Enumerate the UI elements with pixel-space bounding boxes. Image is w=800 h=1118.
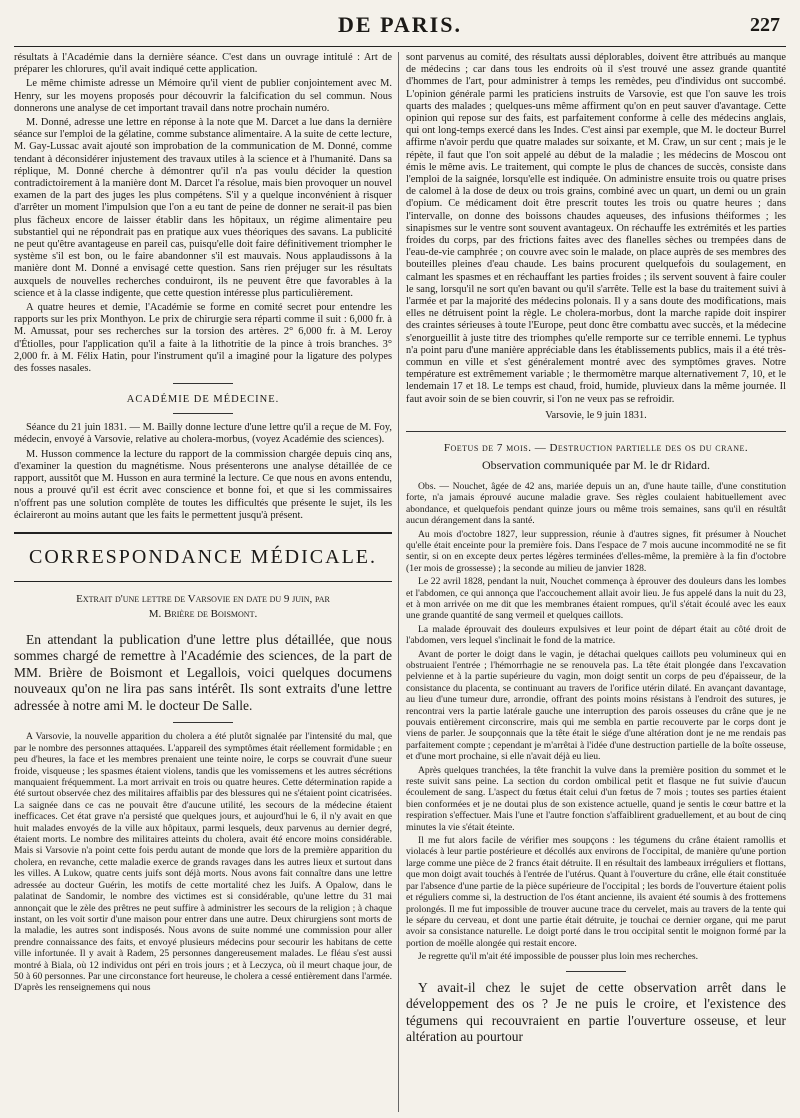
paragraph: M. Husson commence la lecture du rapport de la commission chargée depuis cinq ans, d'examiner la question du magnétisme. Nous présenterons une analyse détaillée de ce rapport, aussitôt que M. Husson en aura terminé la lecture. Ce que nous en avons entendu, nous a prouvé qu'il est écrit avec conscience et bonne foi, et que si les commissaires n'offrent pas une solution complète de toutes les difficultés que présente le sujet, ils les éclaireront au moins autant que les faits le permettent jusqu'à présent. <box>14 448 392 521</box>
subtitle-author: M. Brière de Boismont. <box>148 607 258 620</box>
section-title: CORRESPONDANCE MÉDICALE. <box>28 545 378 568</box>
paragraph: sont parvenus au comité, des résultats aussi déplorables, doivent être attribués au manque de médecins ; car dans tous les endroits où il s'est trouvé une assez grande quantité d'hommes de l'art, pour administrer à temps les remèdes, peu d'individus ont succombé. L'opinion générale parmi les praticiens instruits de Varsovie, est que l'on sauve les trois quarts des malades ; quelques-uns même affirment qu'on en peut sauver d'avantage. Cette opinion qui repose sur des faits, est parfaitement conforme à celle des médecins anglais, qui ont long-temps exercé dans les Indes. C'est ainsi par exemple, que M. le docteur Burrel affirme n'avoir perdu que quatre malades sur soixante, et M. Craw, un sur cent ; mais je le répète, il faut que l'on soit appelé au début de la maladie ; les médecins de Moscou ont émis le même avis. Le traitement, qui compte le plus de chances de succès, consiste dans l'emploi de la saignée, lorsqu'elle est indiquée. On administre ensuite trois ou quatre prises de calomel à la dose de deux ou trois grains, combiné avec un quart, un demi ou un grain d'opium. Ce médicament doit être prescrit toutes les trois ou quatre heures ; dans l'intervalle, on donne des boissons chaudes aqueuses, des infusions théiformes ; les sinapismes sur le ventre sont souvent avantageux. On réchauffe les extrémités et les parties froides du corps, par des frictions faites avec des flanelles sèches ou trempées dans de l'eau-de-vie camphrée ; on couvre avec soin le malade, on place auprès de ses membres des bouteilles pleines d'eau chaude. Les bains procurent quelquefois du soulagement, en calmant les spasmes et en réchauffant les parties froides ; ils servent souvent à faire couler le sang, lorsqu'il ne sort qu'en bavant ou qu'il s'arrête. Telle est la base du traitement suivi à l'armée et par la majorité des médecins polonais. Il y a sans doute des modifications, mais elles ne détruisent point la règle. Le cholera-morbus, dont la marche rapide doit inspirer des craintes sérieuses à toute l'Europe, peut donc être combattu avec succès, et la médecine s'enorgueillit à juste titre des triomphes qu'elle remporte sur ce terrible ennemi. Le typhus n'a point paru d'une manière appréciable dans les établissements publics, mais il a été très-commun en ville et s'est généralement montré avec des symptômes graves. Notre température est extrêmement variable ; le thermomètre marque alternativement 7, 10, et le lendemain 17 et 18. Le temps est chaud, froid, humide, pluvieux dans la même journée. Il faut avoir soin de se bien couvrir, si l'on ne veux pas se refroidir. <box>406 52 786 405</box>
paragraph: Obs. — Nouchet, âgée de 42 ans, mariée depuis un an, d'une haute taille, d'une constitution forte, n'a jamais éprouvé aucune maladie grave. Ses règles coulaient habituellement avec abondance, et quelquefois pendant quinze jours ou même trois semaines, sans qu'il en résultât aucun dérangement dans la santé. <box>406 480 786 527</box>
paragraph: A quatre heures et demie, l'Académie se forme en comité secret pour entendre les rapports sur les prix Monthyon. Le prix de chirurgie sera réparti comme il suit : 6,000 fr. à M. Amussat, pour ses recherches sur la torsion des artères. 2° 6,000 fr. à M. Leroy d'Étiolles, pour l'application qu'il a faite à la lithotritie de la pince à trois branches. 3° 2,000 fr. à M. Félix Hatin, pour l'instrument qu'il a imaginé pour la ligature des polypes des fosses nasales. <box>14 302 392 375</box>
paragraph: résultats à l'Académie dans la dernière séance. C'est dans un ouvrage intitulé : Art de préparer les chlorures, qu'il avait indiqué cette application. <box>14 52 392 76</box>
divider <box>566 971 626 972</box>
divider <box>406 431 786 432</box>
lead-paragraph: En attendant la publication d'une lettre plus détaillée, que nous sommes chargé de remettre à l'Académie des sciences, de la part de MM. Brière de Boismont et Legallois, voici quelques documens nouveaux qu'on ne lira pas sans intérêt. Ils sont extraits d'une lettre adressée à notre ami M. le docteur De Salle. <box>14 631 392 713</box>
article-subtitle <box>14 592 392 622</box>
subtitle-line: Extrait d'une lettre de Varsovie en date du 9 juin, par <box>76 592 330 605</box>
divider <box>173 722 233 723</box>
section-heading: ACADÉMIE DE MÉDECINE. <box>126 394 280 406</box>
paragraph: Je regrette qu'il m'ait été impossible de pousser plus loin mes recherches. <box>418 951 698 963</box>
paragraph: Après quelques tranchées, la tête franchit la vulve dans la première position du sommet et le reste suivit sans peine. La section du cordon ombilical petit et flasque ne fut suivie d'aucun écoulement de sang. L'aspect du fœtus était celui d'un fœtus de 7 mois ; toutes ses parties étaient bien conformées et je ne doutai plus de son existence actuelle, quand je sentis le cœur battre et la respiration s'effectuer. Mais l'une et l'autre fonction s'affaiblirent graduellement, et au bout de cinq minutes la vie s'était éteinte. <box>406 764 786 833</box>
paragraph: Au mois d'octobre 1827, leur suppression, réunie à d'autres signes, fit présumer à Nouchet qu'elle était enceinte pour la première fois. Dans l'espace de 7 mois aucune incommodité ne se fit sentir, si on en excepte deux pertes légères terminées d'elles-même, la première à la fin d'octobre (1er mois de grossesse) ; la seconde au milieu de janvier 1828. <box>406 528 786 574</box>
paragraph: A Varsovie, la nouvelle apparition du cholera a été plutôt signalée par l'intensité du mal, que par le nombre des personnes attaquées. L'appareil des symptômes était réellement formidable ; en peu d'heures, la face et les membres prenaient une teinte noire, le corps se couvrait d'une sueur froide, visqueuse ; les spasmes étaient violens, tandis que les vomissemens et les autres sécrétions manquaient fréquemment. La mort arrivait en trois ou quatre heures. Cette détermination rapide a été surtout observée chez des militaires affaiblis par des blessures qui ne s'étaient point cicatrisées. La saignée dans ce cas ne pouvait être d'aucune utilité, les secours de la médecine étaient inefficaces. Cet état grave n'a persisté que quelques jours, et aujourd'hui le 6, il n'y avait en que huit malades envoyés de la ville aux hôpitaux, parmi lesquels, deux parvenus au dernier degré, étaient morts. Le nombre des militaires atteints du cholera, avait été encore moins considérable. Mais si Varsovie n'a point cette fois perdu autant de monde que lors de la première apparition du cholera, en revanche, cette maladie exerce de grands ravages dans les autres lieux et surtout dans les villes. A Lukow, quatre cents juifs sont déjà morts. Nous avons fait connaître dans une lettre adressée au docteur Guérin, les motifs de cette mortalité chez les Juifs. A Opalow, dans le palatinat de Sandomir, le nombre des victimes est si considérable, qu'une lettre du 31 mai annonçait que le zèle des prêtres ne peut suffire à administrer les secours de la religion ; à chaque instant, on les voit sortir d'une maison pour entrer dans une autre. Deux chirurgiens sont morts de la maladie, les autres sont indisposés. Nous avons de suite nommé une commission pour aller prendre connaissance des faits, et envoyé plusieurs médecins pour secourir les habitans de cette ville infortunée. Il y avait à Radem, 25 personnes dangereusement malades. Le fléau s'est aussi montré à Biala, où 12 individus ont péri en trois jours ; et à Leczyca, où il meurt chaque jour, de 50 à 60 personnes. Par une circonstance fort heureuse, le cholera a cessé entièrement dans l'armée. D'après les renseignemens qui nous <box>14 731 392 994</box>
left-column <box>14 52 392 1112</box>
paragraph: Il me fut alors facile de vérifier mes soupçons : les tégumens du crâne étaient ramollis et violacés à leur partie postérieure et décollés aux environs de l'occipital, de manière qu'une portion large comme une pièce de 2 francs était détruite. Il en résultait des lambeaux irréguliers et flottans, que mon doigt avait touchés à l'entrée de l'utérus. Quant à l'ouverture du crâne, elle était constituée par l'absence d'une partie de la pièce supérieure de l'occipital ; les bords de l'ouverture étaient polis et réguliers comme si, la destruction de l'os étant ancienne, ils avaient été soumis à des frottemens prolongés. Il me fut impossible de trouver aucune trace du cervelet, mais au travers de la tente qui le sépare du cerveau, et dont une partie était détruite, je touchai ce dernier organe, qui me parut avoir sa consistance naturelle. Le doigt porté dans le trou occipital sentit le moignon formé par la portion de moëlle alongée qui restait encore. <box>406 835 786 949</box>
page-number: 227 <box>750 14 780 36</box>
paragraph: Le 22 avril 1828, pendant la nuit, Nouchet commença à éprouver des douleurs dans les lombes et l'abdomen, ce qui annonça que l'accouchement allait avoir lieu. Je fus appelé dans la nuit du 23, et à mon arrivée on me dit que les membranes étaient rompues, qu'il s'était écoulé avec les eaux une grande quantité de sang vermeil et quelques caillots. <box>406 576 786 622</box>
divider <box>173 383 233 384</box>
running-title: DE PARIS. <box>338 12 462 37</box>
columns <box>14 52 786 1112</box>
paragraph: M. Donné, adresse une lettre en réponse à la note que M. Darcet a lue dans la dernière séance sur l'emploi de la gélatine, comme substance alimentaire. A la suite de cette lecture, M. Gay-Lussac avait ajouté son improbation de la communication de M. Donné, comme tendant à déconsidérer injustement des travaux utiles à la science et à l'humanité. Dans sa réplique, M. Donné cherche à démontrer qu'il n'a pas voulu décider la question contradictoirement à la manière dont M. Darcet l'a résolue, mais bien provoquer un nouvel examen de la part des juges les plus compétens. S'il y a quelque inconvénient à risquer d'arrêter un moment l'impulsion que l'on a eu tant de peine de donner ne serait-il pas bien plus fâcheux encore de laisser établir dans les hôpitaux, un régime alimentaire peu substantiel qui ne répondrait pas en pratique aux vues théoriques des savans. La publicité ne peut qu'être avantageuse en pareil cas, puisqu'elle doit faire définitivement triompher le système s'il est bon, ou le faire abandonner s'il est mauvais. Nous applaudissons à la manière dont M. Donné a envisagé cette question. Sans rien préjuger sur les résultats auxquels de nouvelles recherches conduiront, ils ne peuvent être que favorables à la science et à la classe indigente, que cette question intéresse plus particulièrement. <box>14 117 392 299</box>
paragraph: Séance du 21 juin 1831. — M. Bailly donne lecture d'une lettre qu'il a reçue de M. Foy, médecin, envoyé à Varsovie, relative au cholera-morbus, (voyez Académie des sciences). <box>14 422 392 446</box>
right-column <box>406 52 786 1112</box>
paragraph: Le même chimiste adresse un Mémoire qu'il vient de publier conjointement avec M. Henry, sur les moyens proposés pour découvrir la falcification du sel commun. Nous donnerons une analyse de cet important travail dans notre prochain numéro. <box>14 78 392 114</box>
paragraph: Y avait-il chez le sujet de cette observation arrêt dans le développement des os ? Je ne puis le croire, et l'existence des tégumens qui recouvraient en partie l'ouverture osseuse, et leur altération au pourtour <box>406 979 786 1045</box>
article-heading: Foetus de 7 mois. — Destruction partielle des os du crane. <box>443 441 749 454</box>
signoff: Varsovie, le 9 juin 1831. <box>545 409 647 421</box>
article-subheading: Observation communiquée par M. le dr Ridard. <box>482 457 710 472</box>
paragraph: La malade éprouvait des douleurs expulsives et leur point de départ était au côté droit de l'abdomen, vers lequel s'inclinait le fond de la matrice. <box>406 623 786 647</box>
page-header <box>14 0 786 47</box>
paragraph: Avant de porter le doigt dans le vagin, je détachai quelques caillots peu volumineux qui en obstruaient l'entrée ; l'hémorrhagie ne se renouvela pas. La tête était plongée dans l'excavation pelvienne et à la partie supérieure du vagin, mon doigt sentit un corps de peu d'épaisseur, de la consistance du placenta, se continuant au travers de l'orifice utérin dilaté. En avançant davantage, au lieu d'une tumeur dure, arrondie, offrant des points moins résistans à l'endroit des sutures, je rencontrai vers la partie latérale gauche une interruption des parois osseuses du crâne que je ne pouvais entièrement circonscrire, mais qui me sembla en partie recouverte par le corps dont je viens de parler. Je soupçonnais que la tête était le siége d'une altération dont je ne me rendais pas parfaitement compte ; cependant je m'arrêtai à l'idée d'une destruction partielle de la boîte osseuse, et d'une mort prochaine, si elle n'avait déjà eu lieu. <box>406 648 786 763</box>
divider <box>173 413 233 414</box>
section-title-box <box>14 532 392 582</box>
column-divider <box>398 52 399 1112</box>
